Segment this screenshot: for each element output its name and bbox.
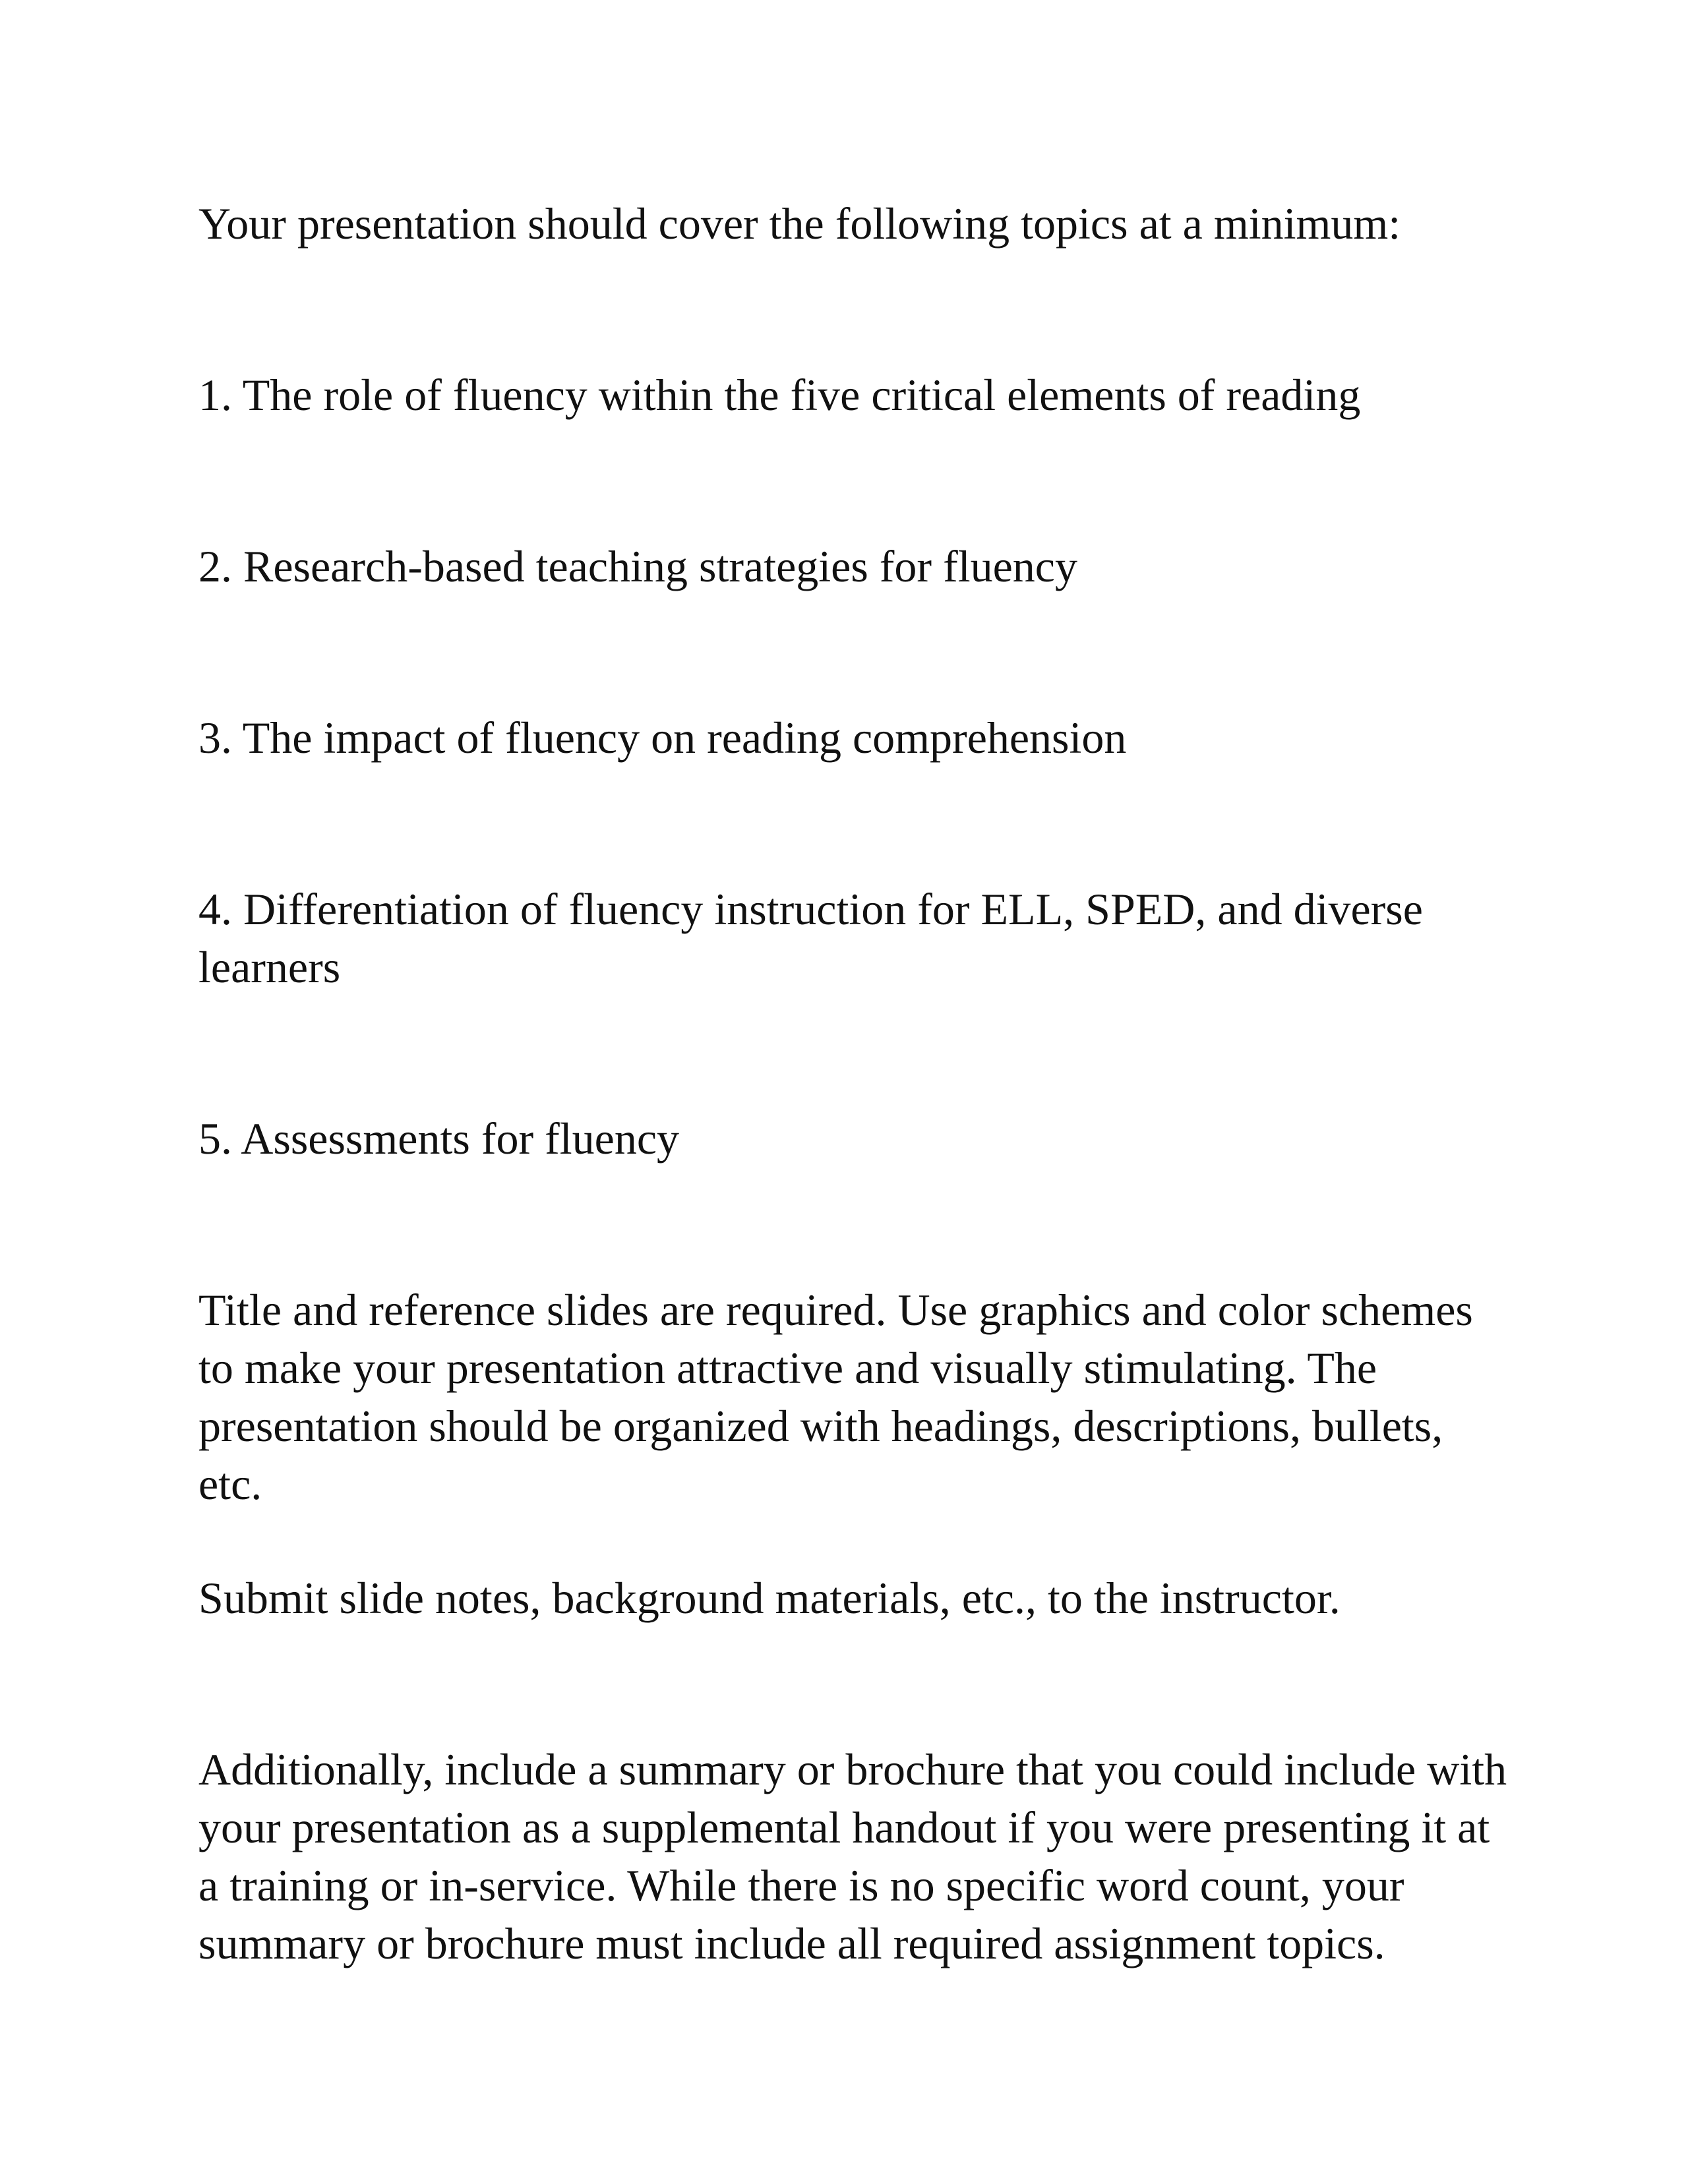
submission-paragraph: Submit slide notes, background materials, etc., to the instructor. bbox=[198, 1573, 1341, 1623]
topic-4: 4. Differentiation of fluency instruction for ELL, SPED, and diverse learners bbox=[198, 884, 1423, 992]
intro-text: Your presentation should cover the following topics at a minimum: bbox=[198, 198, 1401, 249]
slides-requirements-paragraph: Title and reference slides are required. Use graphics and color schemes to make your presentation attractive and visually stimulating. The presentation should be organized with headings, descriptions, bullets, etc. bbox=[198, 1285, 1473, 1509]
topic-2: 2. Research-based teaching strategies for fluency bbox=[198, 541, 1077, 591]
topic-1: 1. The role of fluency within the five critical elements of reading bbox=[198, 370, 1361, 420]
summary-brochure-paragraph: Additionally, include a summary or brochure that you could include with your presentation as a supplemental handout if you were presenting it at a training or in-service. While there is no specific word count, your summary or brochure must include all required assignment topics. bbox=[198, 1744, 1507, 1968]
topic-3: 3. The impact of fluency on reading comprehension bbox=[198, 713, 1127, 763]
topic-5: 5. Assessments for fluency bbox=[198, 1113, 680, 1164]
